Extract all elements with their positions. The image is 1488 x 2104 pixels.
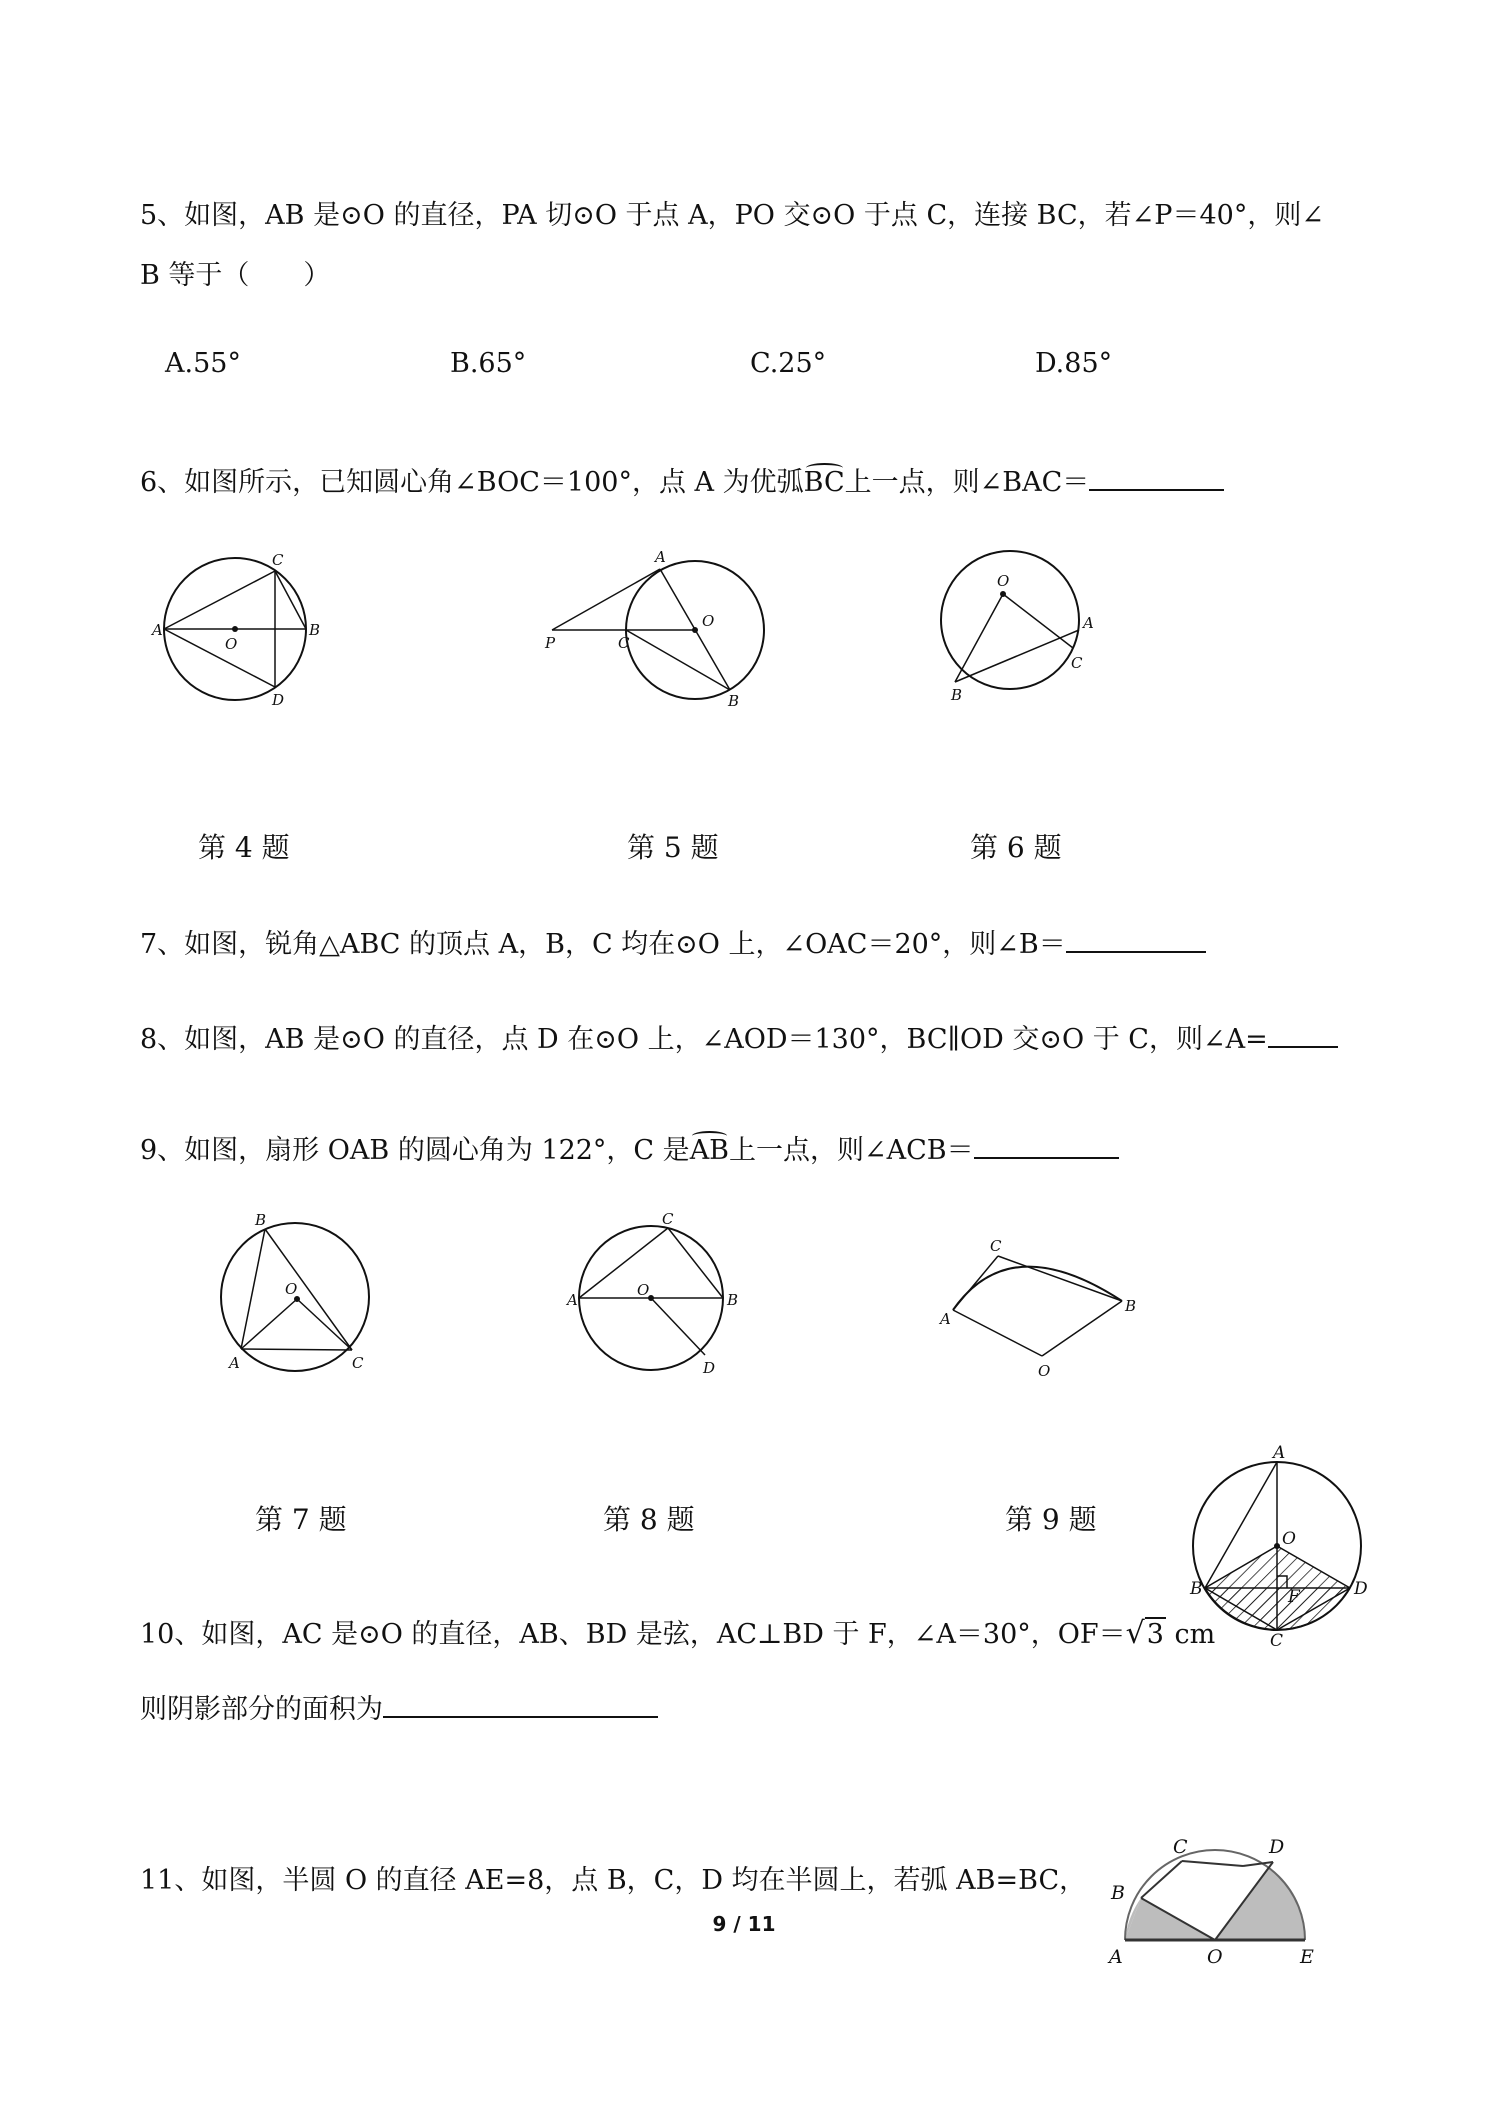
fig10-label-d: D [1354, 1579, 1368, 1599]
fig7-label-c: C [352, 1354, 364, 1372]
q8-text-content: 8、如图，AB 是⊙O 的直径，点 D 在⊙O 上，∠AOD＝130°，BC∥OD 交⊙O 于 C，则∠A= [140, 1024, 1268, 1055]
fig10-label-c: C [1270, 1631, 1284, 1651]
q5-option-d: D.85° [1035, 348, 1113, 379]
caption-q9: 第 9 题 [1005, 1503, 1097, 1536]
fig5-label-c: C [618, 634, 630, 652]
q7-text [140, 922, 1206, 961]
fig8-label-b: B [727, 1291, 739, 1309]
figure-4 [150, 545, 350, 720]
fig11-label-o: O [1207, 1946, 1223, 1968]
fig9-label-a: A [940, 1310, 951, 1328]
fig9-label-o: O [1038, 1362, 1051, 1380]
fig7-label-o: O [285, 1280, 298, 1298]
q9-text-post: 上一点，则∠ACB＝ [729, 1135, 974, 1166]
q7-answer-blank[interactable] [1066, 925, 1206, 953]
fig4-label-b: B [309, 621, 321, 639]
fig10-label-a: A [1273, 1443, 1286, 1463]
q5-text-line1: 5、如图，AB 是⊙O 的直径，PA 切⊙O 于点 A，PO 交⊙O 于点 C，连接 BC，若∠P＝40°，则∠ [140, 200, 1324, 231]
q5-option-b: B.65° [450, 348, 527, 379]
q10-text-line1 [140, 1612, 1215, 1651]
figure-8 [565, 1210, 765, 1385]
fig5-label-o: O [702, 612, 715, 630]
fig6-label-a: A [1083, 614, 1094, 632]
q9-text-pre: 9、如图，扇形 OAB 的圆心角为 122°，C 是 [140, 1135, 690, 1166]
q9-arc-ab: AB [689, 1135, 730, 1166]
caption-q5: 第 5 题 [627, 831, 719, 864]
figure-6 [925, 548, 1125, 708]
q9-text [140, 1128, 1119, 1167]
q6-text-pre: 6、如图所示，已知圆心角∠BOC＝100°，点 A 为优弧 [140, 467, 804, 498]
figure-7 [215, 1210, 385, 1380]
fig6-label-b: B [951, 686, 963, 704]
q5-option-c: C.25° [750, 348, 827, 379]
q6-text-post: 上一点，则∠BAC＝ [844, 467, 1090, 498]
q6-text [140, 460, 1224, 499]
fig11-label-b: B [1111, 1882, 1125, 1904]
fig4-label-o: O [225, 635, 238, 653]
q10-sqrt-value: 3 [1146, 1619, 1164, 1650]
fig11-label-c: C [1173, 1836, 1188, 1858]
fig7-label-a: A [229, 1354, 240, 1372]
q10-answer-blank[interactable] [383, 1690, 658, 1718]
fig11-label-e: E [1300, 1946, 1314, 1968]
fig4-label-c: C [272, 551, 284, 569]
q8-text [140, 1017, 1338, 1056]
fig4-label-d: D [272, 691, 285, 709]
figure-5 [540, 550, 780, 710]
fig8-label-c: C [662, 1210, 674, 1228]
fig6-label-o: O [997, 572, 1010, 590]
fig4-label-a: A [152, 621, 163, 639]
q7-text-content: 7、如图，锐角△ABC 的顶点 A，B，C 均在⊙O 上，∠OAC＝20°，则∠B＝ [140, 929, 1066, 960]
figure-11 [1095, 1825, 1340, 1968]
fig9-label-c: C [990, 1237, 1002, 1255]
fig10-label-f: F [1288, 1587, 1300, 1607]
page-number: 9 / 11 [712, 1912, 776, 1936]
q8-answer-blank[interactable] [1268, 1020, 1338, 1048]
fig5-label-b: B [728, 692, 740, 710]
fig11-label-d: D [1269, 1836, 1285, 1858]
fig8-label-o: O [637, 1281, 650, 1299]
q11-text: 11、如图，半圆 O 的直径 AE=8，点 B，C，D 均在半圆上，若弧 AB=BC， [140, 1865, 1087, 1896]
q5-option-a: A.55° [165, 348, 241, 379]
fig5-label-p: P [545, 634, 556, 652]
q5-text-line2: B 等于（ ） [140, 260, 331, 291]
fig5-label-a: A [655, 548, 666, 566]
fig6-label-c: C [1071, 654, 1083, 672]
caption-q7: 第 7 题 [255, 1503, 347, 1536]
sqrt-symbol: √ [1125, 1616, 1145, 1651]
q10-unit: cm [1165, 1619, 1216, 1650]
fig11-label-a: A [1109, 1946, 1123, 1968]
figure-9 [930, 1238, 1150, 1398]
fig8-label-d: D [703, 1359, 716, 1377]
caption-q4: 第 4 题 [198, 831, 290, 864]
caption-q8: 第 8 题 [603, 1503, 695, 1536]
fig10-label-o: O [1282, 1529, 1296, 1549]
caption-q6: 第 6 题 [970, 831, 1062, 864]
fig8-label-a: A [567, 1291, 578, 1309]
q9-answer-blank[interactable] [974, 1131, 1119, 1159]
q6-arc-bc: BC [803, 467, 845, 498]
q10-text-line2-content: 则阴影部分的面积为 [140, 1694, 383, 1725]
q10-text-line2 [140, 1687, 658, 1726]
fig9-label-b: B [1125, 1297, 1137, 1315]
fig7-label-b: B [255, 1211, 267, 1229]
q6-answer-blank[interactable] [1089, 463, 1224, 491]
q10-text-content: 10、如图，AC 是⊙O 的直径，AB、BD 是弦，AC⊥BD 于 F，∠A＝30°，OF＝ [140, 1619, 1126, 1650]
fig10-label-b: B [1190, 1579, 1203, 1599]
